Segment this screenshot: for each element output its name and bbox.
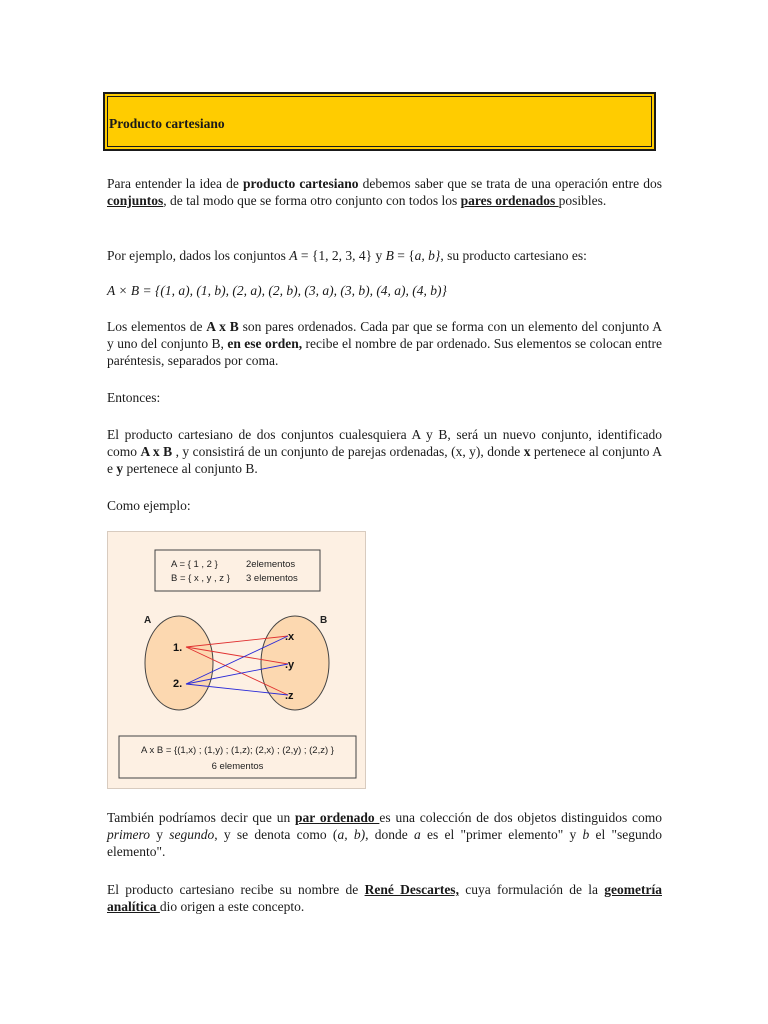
link-par-ordenado[interactable]: par ordenado [295, 810, 380, 825]
text: el "segundo elemento". [107, 827, 663, 859]
paragraph-example [107, 247, 662, 264]
set-b-count: 3 elementos [246, 573, 298, 584]
paragraph-intro [107, 175, 662, 209]
term-ab: a, b) [337, 827, 366, 842]
text: También podríamos decir que un [107, 810, 296, 825]
title-box [103, 92, 656, 151]
set-b: B [385, 248, 394, 263]
set-b-elements: a, b} [414, 248, 441, 263]
text: posibles. [558, 193, 607, 208]
element-z: .z [285, 690, 294, 702]
link-pares-ordenados[interactable]: pares ordenados [460, 193, 559, 208]
text: El producto cartesiano de dos conjuntos cualesquiera A y B, será un nuevo conjunto, identificado como [107, 427, 662, 459]
text: debemos saber que se trata de una operación entre dos [358, 176, 662, 191]
text: , donde [365, 827, 414, 842]
link-geometria-analitica[interactable]: geometría analítica [107, 882, 662, 914]
product-set-definition: A x B = {(1,x) ; (1,y) ; (1,z); (2,x) ; (2,y) ; (2,z) } [141, 745, 334, 756]
text: dio origen a este concepto. [159, 899, 305, 914]
text: Los elementos de [107, 319, 207, 334]
term-y: y [116, 461, 124, 476]
cartesian-product-diagram [107, 531, 366, 789]
text: , de tal modo que se forma otro conjunto con todos los [163, 193, 461, 208]
paragraph-como-ejemplo: Como ejemplo: [107, 498, 191, 513]
link-conjuntos[interactable]: conjuntos [107, 193, 164, 208]
set-b-oval [261, 616, 329, 710]
text: , y se denota como ( [214, 827, 338, 842]
label-set-b: B [320, 615, 328, 626]
text: Para entender la idea de [107, 176, 243, 191]
diagram-svg [108, 532, 367, 790]
term-primero: primero [107, 827, 150, 842]
term-b: b [582, 827, 590, 842]
text: Por ejemplo, dados los conjuntos [107, 248, 290, 263]
term-axb: A x B [140, 444, 173, 459]
paragraph-definition [107, 426, 662, 477]
term-segundo: segundo [169, 827, 215, 842]
text: son pares ordenados. Cada par que se forma con un elemento del conjunto A y uno del conjunto B, [107, 319, 662, 351]
text: , su producto cartesiano es: [440, 248, 587, 263]
set-a-definition: A = { 1 , 2 } [171, 559, 218, 570]
text: cuya formulación de la [458, 882, 605, 897]
term-producto-cartesiano: producto cartesiano [242, 176, 359, 191]
element-1: 1. [173, 642, 183, 654]
set-a-oval [145, 616, 213, 710]
set-a-count: 2elementos [246, 559, 296, 570]
text: El producto cartesiano recibe su nombre de [107, 882, 365, 897]
term-x: x [523, 444, 531, 459]
term-a: a [413, 827, 421, 842]
link-rene-descartes[interactable]: René Descartes, [364, 882, 459, 897]
text: y [150, 827, 170, 842]
text: recibe el nombre de par ordenado. Sus elementos se colocan entre paréntesis, separados por coma. [107, 336, 662, 368]
formula-product: A × B = {(1, a), (1, b), (2, a), (2, b), (3, a), (3, b), (4, a), (4, b)} [107, 283, 447, 298]
paragraph-elements [107, 318, 662, 369]
set-a: A [289, 248, 298, 263]
paragraph-descartes [107, 881, 662, 915]
paragraph-entonces: Entonces: [107, 390, 161, 405]
text: pertenece al conjunto A e [107, 444, 662, 476]
text: es una colección de dos objetos distinguidos como [379, 810, 662, 825]
text: , y consistirá de un conjunto de parejas ordenadas, (x, y), donde [172, 444, 524, 459]
element-y: .y [285, 659, 295, 671]
text: = {1, 2, 3, 4} y [297, 248, 386, 263]
paragraph-par-ordenado [107, 809, 662, 860]
element-2: 2. [173, 678, 183, 690]
term-en-ese-orden: en ese orden, [227, 336, 303, 351]
text: pertenece al conjunto B. [123, 461, 258, 476]
sets-info-box [155, 550, 320, 591]
text: = { [393, 248, 415, 263]
text: es el "primer elemento" y [420, 827, 583, 842]
set-b-definition: B = { x , y , z } [171, 573, 230, 584]
product-set-count: 6 elementos [211, 761, 264, 772]
element-x: .x [285, 631, 295, 643]
label-set-a: A [144, 615, 152, 626]
page-title: Producto cartesiano [109, 116, 225, 131]
term-axb: A x B [206, 319, 239, 334]
